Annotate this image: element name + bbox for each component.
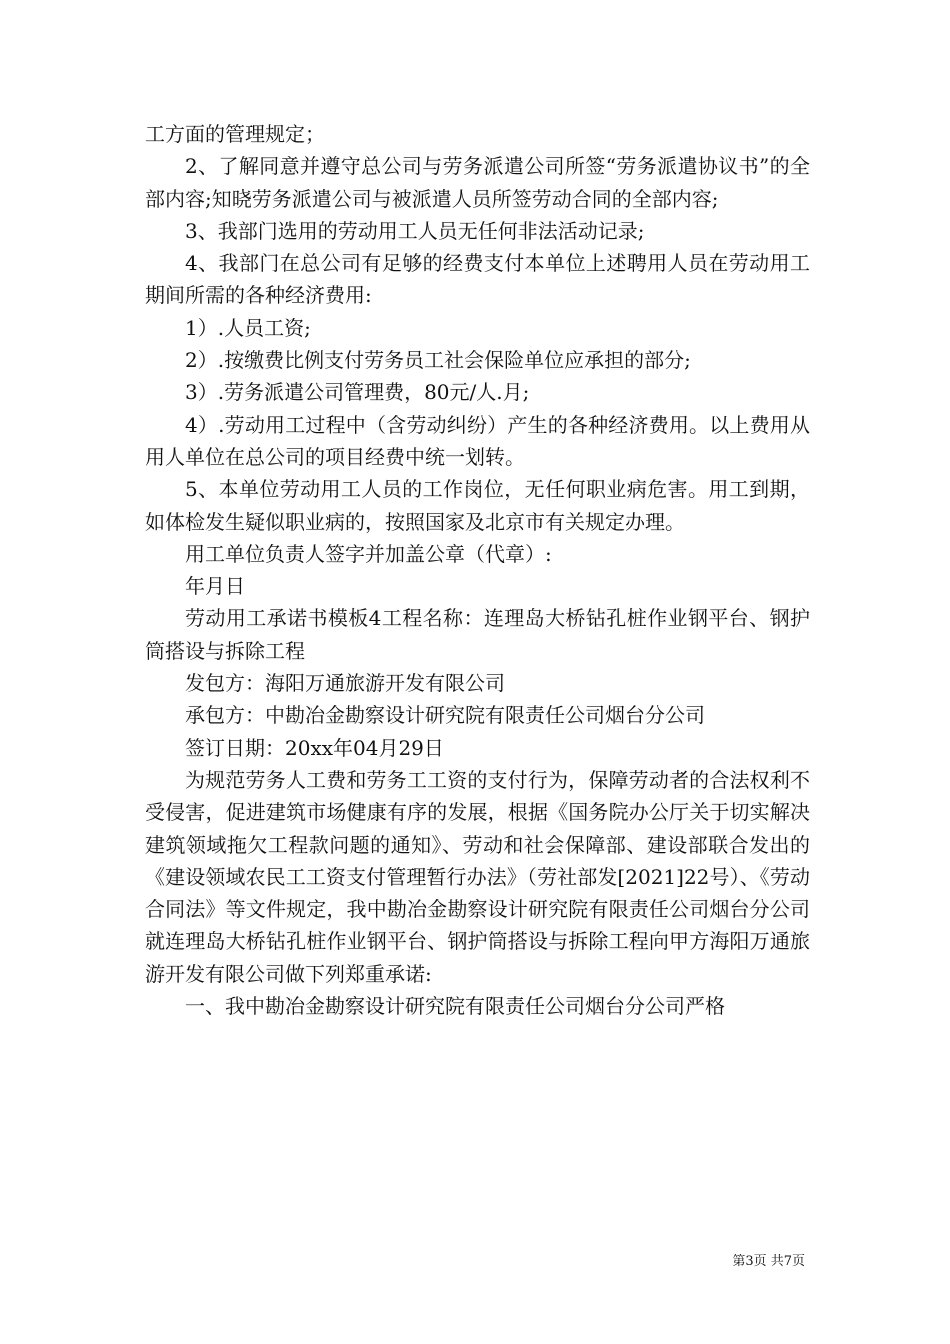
sub-item-4: 4）.劳动用工过程中（含劳动纠纷）产生的各种经济费用。以上费用从用人单位在总公司的项目经费中统一划转。	[145, 412, 810, 469]
signing-date-line: 签订日期：20xx年04月29日	[185, 735, 444, 760]
sub-item-3: 3）.劳务派遣公司管理费，80元/人.月;	[185, 380, 530, 405]
preamble-paragraph: 为规范劳务人工费和劳务工工资的支付行为，保障劳动者的合法权利不受侵害，促进建筑市场健康有序的发展，根据《国务院办公厅关于切实解决建筑领域拖欠工程款问题的通知》、劳动和社会保障部、建设部联合发出的《建设领域农民工工资支付管理暂行办法》（劳社部发[2021]22号）、《劳动合同法》等文件规定，我中勘冶金勘察设计研究院有限责任公司烟台分公司就连理岛大桥钻孔桩作业钢平台、钢护筒搭设与拆除工程向甲方海阳万通旅游开发有限公司做下列郑重承诺:	[145, 767, 810, 986]
contractor-line: 承包方：中勘冶金勘察设计研究院有限责任公司烟台分公司	[185, 703, 705, 728]
paragraph-item-2: 2、了解同意并遵守总公司与劳务派遣公司所签“劳务派遣协议书”的全部内容;知晓劳务派遣公司与被派遣人员所签劳动合同的全部内容;	[145, 154, 810, 211]
date-line: 年月日	[185, 574, 245, 599]
paragraph-continuation: 工方面的管理规定；	[145, 122, 325, 146]
employer-line: 发包方：海阳万通旅游开发有限公司	[185, 671, 505, 696]
sub-item-1: 1）.人员工资;	[185, 315, 311, 340]
paragraph-item-4: 4、我部门在总公司有足够的经费支付本单位上述聘用人员在劳动用工期间所需的各种经济费用:	[145, 251, 810, 308]
sub-item-2: 2）.按缴费比例支付劳务员工社会保险单位应承担的部分;	[185, 348, 691, 373]
template-heading: 劳动用工承诺书模板4工程名称：连理岛大桥钻孔桩作业钢平台、钢护筒搭设与拆除工程	[145, 606, 810, 663]
paragraph-item-5: 5、本单位劳动用工人员的工作岗位，无任何职业病危害。用工到期，如体检发生疑似职业病的，按照国家及北京市有关规定办理。	[145, 477, 810, 534]
document-body	[145, 118, 810, 1022]
paragraph-item-3: 3、我部门选用的劳动用工人员无任何非法活动记录;	[185, 218, 645, 243]
commitment-item-1: 一、我中勘冶金勘察设计研究院有限责任公司烟台分公司严格	[185, 994, 725, 1019]
signature-line: 用工单位负责人签字并加盖公章（代章）:	[185, 541, 552, 566]
page-number-footer: 第3页 共7页	[732, 1254, 805, 1269]
